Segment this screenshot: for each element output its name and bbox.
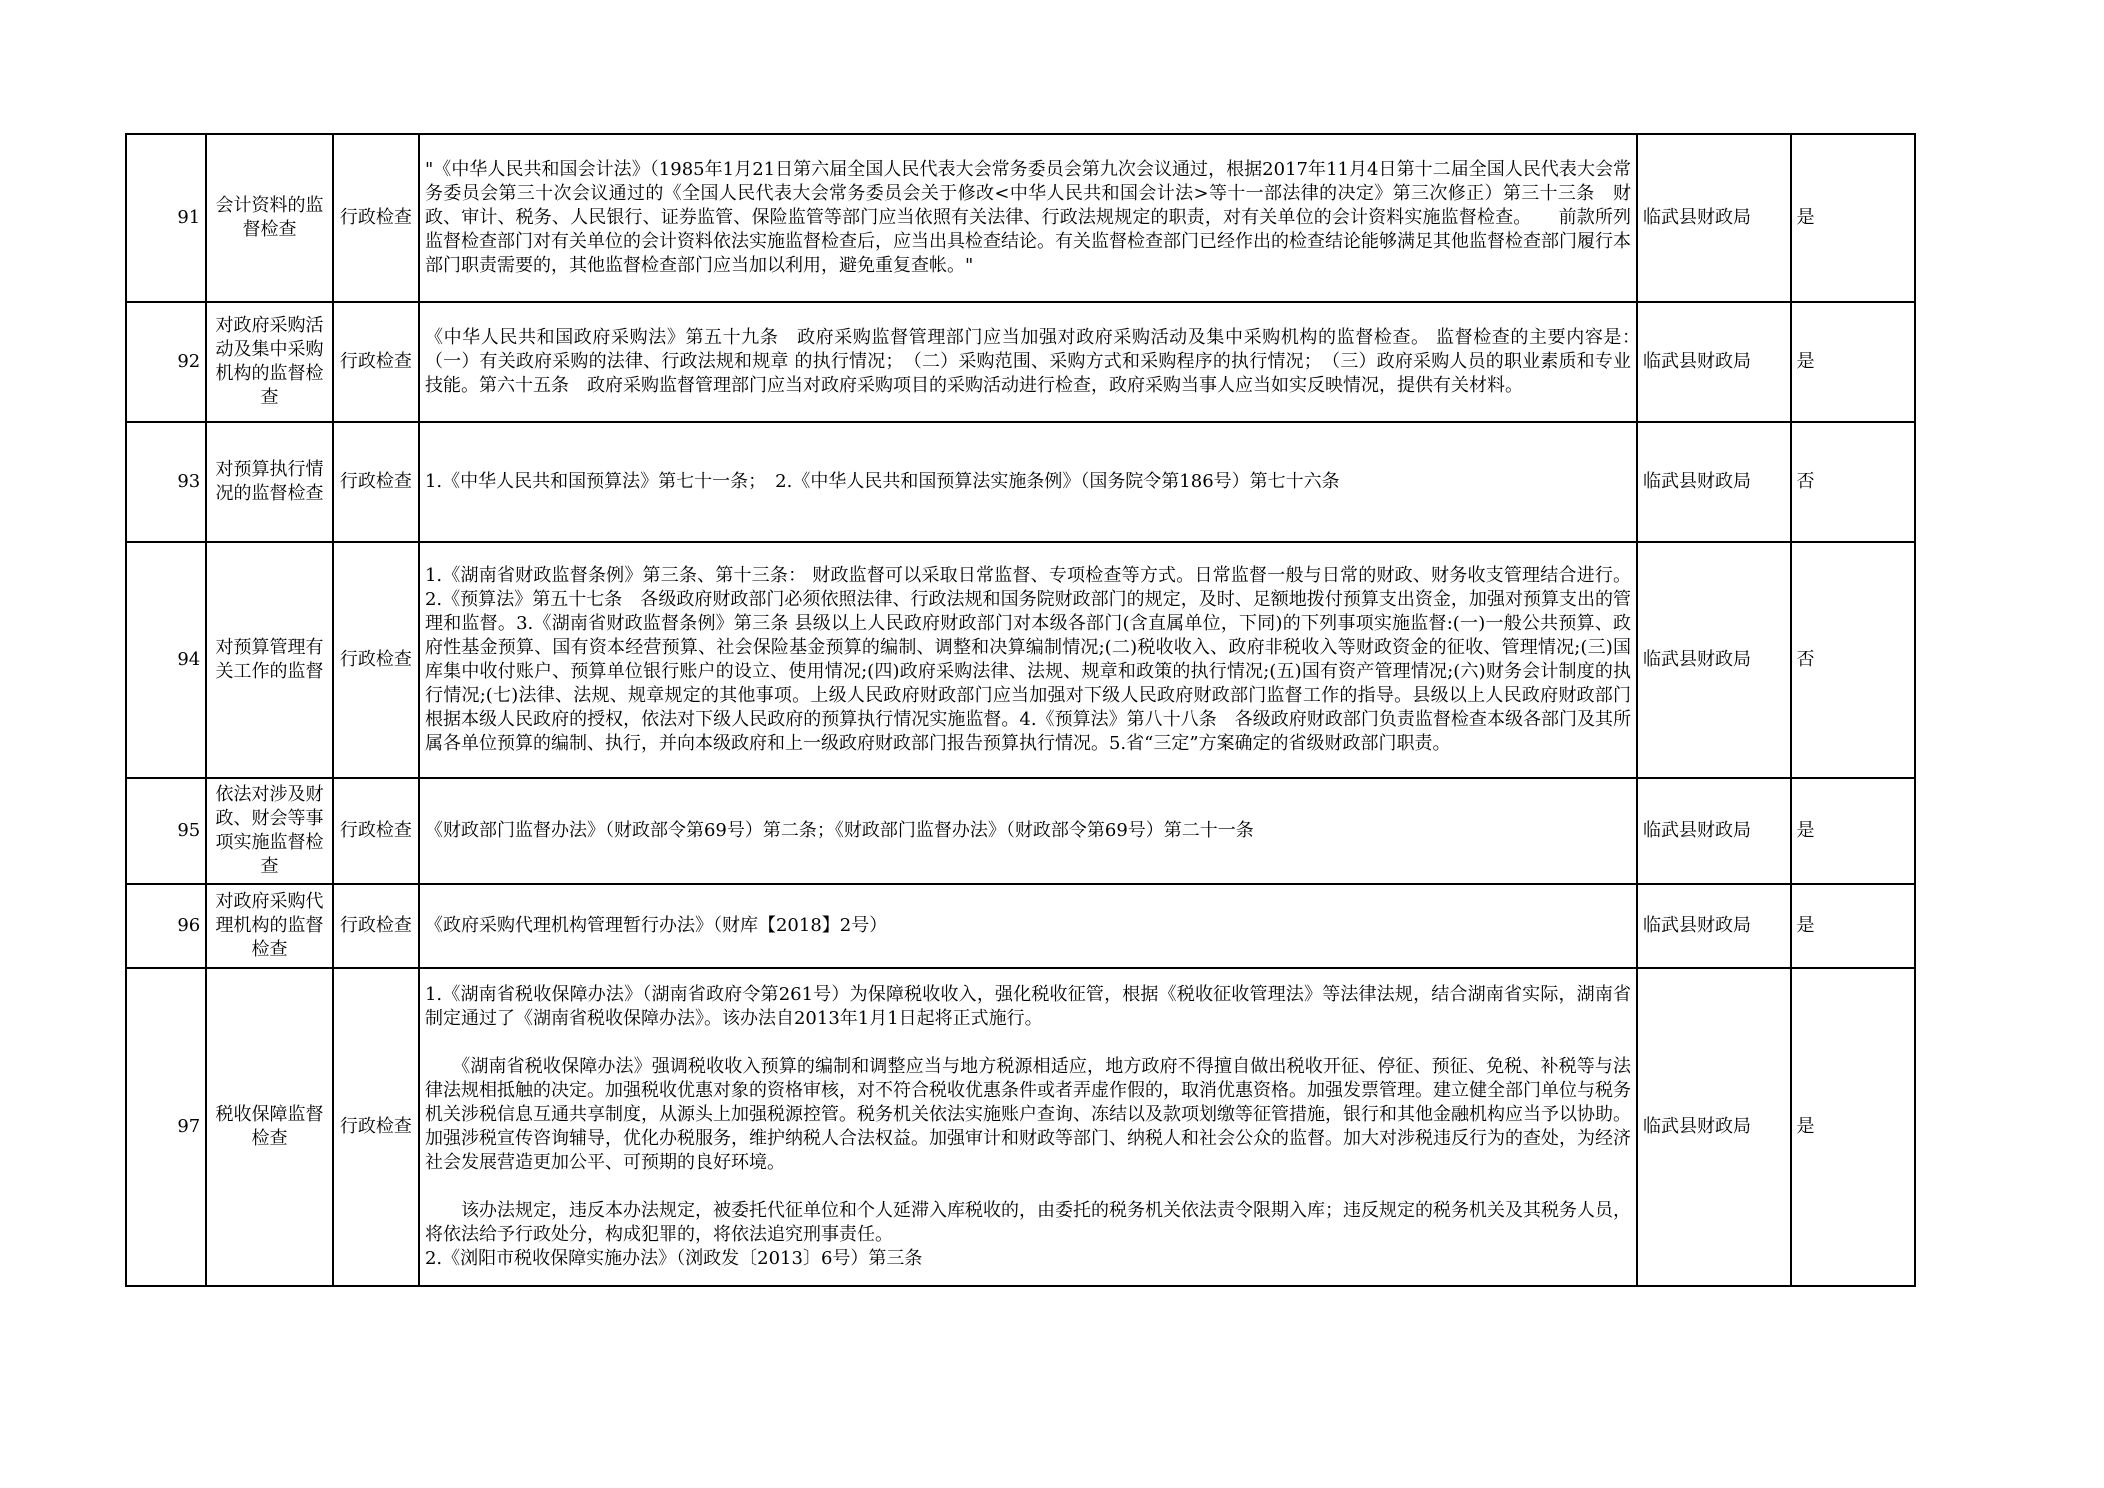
legal-basis-paragraph: 1.《湖南省税收保障办法》（湖南省政府令第261号）为保障税收收入，强化税收征管，根据《税收征收管理法》等法律法规，结合湖南省实际，湖南省制定通过了《湖南省税收保障办法》。该办法自2013年1月1日起将正式施行。 xyxy=(424,984,1632,1029)
flag: 是 xyxy=(1791,778,1915,884)
flag: 是 xyxy=(1791,134,1915,302)
row-number: 91 xyxy=(126,134,206,302)
item-type: 行政检查 xyxy=(333,884,419,968)
department: 临武县财政局 xyxy=(1637,302,1791,422)
legal-basis-paragraph: 1.《湖南省财政监督条例》第三条、第十三条： 财政监督可以采取日常监督、专项检查等方式。日常监督一般与日常的财政、财务收支管理结合进行。2.《预算法》第五十七条 各级政府财政部门必须依照法律、行政法规和国务院财政部门的规定，及时、足额地拨付预算支出资金，加强对预算支出的管理和监督。3.《湖南省财政监督条例》第三条 县级以上人民政府财政部门对本级各部门(含直属单位，下同)的下列事项实施监督:(一)一般公共预算、政府性基金预算、国有资本经营预算、社会保险基金预算的编制、调整和决算编制情况;(二)税收收入、政府非税收入等财政资金的征收、管理情况;(三)国库集中收付账户、预算单位银行账户的设立、使用情况;(四)政府采购法律、法规、规章和政策的执行情况;(五)国有资产管理情况;(六)财务会计制度的执行情况;(七)法律、法规、规章规定的其他事项。上级人民政府财政部门应当加强对下级人民政府财政部门监督工作的指导。县级以上人民政府财政部门根据本级人民政府的授权，依法对下级人民政府的预算执行情况实施监督。4.《预算法》第八十八条 各级政府财政部门负责监督检查本级各部门及其所属各单位预算的编制、执行，并向本级政府和上一级政府财政部门报告预算执行情况。5.省“三定”方案确定的省级财政部门职责。 xyxy=(424,565,1632,754)
department: 临武县财政局 xyxy=(1637,422,1791,542)
item-name: 会计资料的监督检查 xyxy=(206,134,332,302)
table-row xyxy=(126,968,1915,1286)
item-name: 对政府采购代理机构的监督检查 xyxy=(206,884,332,968)
item-type: 行政检查 xyxy=(333,778,419,884)
department: 临武县财政局 xyxy=(1637,968,1791,1286)
row-number: 95 xyxy=(126,778,206,884)
legal-basis-paragraph: 《湖南省税收保障办法》强调税收收入预算的编制和调整应当与地方税源相适应，地方政府不得擅自做出税收开征、停征、预征、免税、补税等与法律法规相抵触的决定。加强税收优惠对象的资格审核，对不符合税收优惠条件或者弄虚作假的，取消优惠资格。加强发票管理。建立健全部门单位与税务机关涉税信息互通共享制度，从源头上加强税源控管。税务机关依法实施账户查询、冻结以及款项划缴等征管措施，银行和其他金融机构应当予以协助。加强涉税宣传咨询辅导，优化办税服务，维护纳税人合法权益。加强审计和财政等部门、纳税人和社会公众的监督。加大对涉税违反行为的查处，为经济社会发展营造更加公平、可预期的良好环境。 xyxy=(424,1056,1632,1173)
flag: 是 xyxy=(1791,302,1915,422)
row-number: 92 xyxy=(126,302,206,422)
item-name: 对预算管理有关工作的监督 xyxy=(206,542,332,778)
legal-basis xyxy=(419,884,1637,968)
table-row xyxy=(126,884,1915,968)
legal-basis xyxy=(419,134,1637,302)
legal-basis xyxy=(419,302,1650,422)
item-type: 行政检查 xyxy=(333,422,419,542)
item-type: 行政检查 xyxy=(333,134,419,302)
flag: 是 xyxy=(1791,884,1915,968)
legal-basis-paragraph: 2.《浏阳市税收保障实施办法》（浏政发〔2013〕6号）第三条 xyxy=(424,1248,923,1269)
flag: 是 xyxy=(1791,968,1915,1286)
item-type: 行政检查 xyxy=(333,968,419,1286)
legal-basis-paragraph: 该办法规定，违反本办法规定，被委托代征单位和个人延滞入库税收的，由委托的税务机关依法责令限期入库；违反规定的税务机关及其税务人员，将依法给予行政处分，构成犯罪的，将依法追究刑事责任。 xyxy=(424,1200,1632,1245)
department: 临武县财政局 xyxy=(1637,542,1791,778)
legal-basis xyxy=(419,422,1637,542)
legal-basis-paragraph: 1.《中华人民共和国预算法》第七十一条； 2.《中华人民共和国预算法实施条例》（国务院令第186号）第七十六条 xyxy=(424,471,1340,492)
table-row xyxy=(126,778,1915,884)
item-name: 对政府采购活动及集中采购机构的监督检查 xyxy=(206,302,332,422)
legal-basis-paragraph: 《财政部门监督办法》（财政部令第69号）第二条；《财政部门监督办法》（财政部令第69号）第二十一条 xyxy=(424,820,1254,841)
legal-basis-paragraph: 《中华人民共和国政府采购法》第五十九条 政府采购监督管理部门应当加强对政府采购活动及集中采购机构的监督检查。 监督检查的主要内容是： （一）有关政府采购的法律、行政法规和规章 的执行情况； （二）采购范围、采购方式和采购程序的执行情况； （三）政府采购人员的职业素质和专业技能。第六十五条 政府采购监督管理部门应当对政府采购项目的采购活动进行检查，政府采购当事人应当如实反映情况，提供有关材料。 xyxy=(424,327,1650,396)
legal-basis xyxy=(419,968,1637,1286)
legal-basis xyxy=(419,542,1637,778)
table-row xyxy=(126,302,1915,422)
row-number: 93 xyxy=(126,422,206,542)
table-row xyxy=(126,134,1915,302)
flag: 否 xyxy=(1791,542,1915,778)
item-type: 行政检查 xyxy=(333,542,419,778)
department: 临武县财政局 xyxy=(1637,778,1791,884)
inspection-items-table xyxy=(125,133,1916,1287)
legal-basis xyxy=(419,778,1637,884)
item-type: 行政检查 xyxy=(333,302,419,422)
row-number: 96 xyxy=(126,884,206,968)
legal-basis-paragraph: "《中华人民共和国会计法》（1985年1月21日第六届全国人民代表大会常务委员会第九次会议通过，根据2017年11月4日第十二届全国人民代表大会常务委员会第三十次会议通过的《全国人民代表大会常务委员会关于修改<中华人民共和国会计法>等十一部法律的决定》第三次修正）第三十三条 财政、审计、税务、人民银行、证券监管、保险监管等部门应当依照有关法律、行政法规规定的职责，对有关单位的会计资料实施监督检查。 前款所列监督检查部门对有关单位的会计资料依法实施监督检查后，应当出具检查结论。有关监督检查部门已经作出的检查结论能够满足其他监督检查部门履行本部门职责需要的，其他监督检查部门应当加以利用，避免重复查帐。" xyxy=(424,159,1632,276)
legal-basis-paragraph: 《政府采购代理机构管理暂行办法》（财库【2018】2号） xyxy=(424,915,888,936)
department: 临武县财政局 xyxy=(1637,134,1791,302)
item-name: 税收保障监督检查 xyxy=(206,968,332,1286)
row-number: 97 xyxy=(126,968,206,1286)
item-name: 依法对涉及财政、财会等事项实施监督检查 xyxy=(206,778,332,884)
table-row xyxy=(126,422,1915,542)
table-row xyxy=(126,542,1915,778)
item-name: 对预算执行情况的监督检查 xyxy=(206,422,332,542)
row-number: 94 xyxy=(126,542,206,778)
flag: 否 xyxy=(1791,422,1915,542)
department: 临武县财政局 xyxy=(1637,884,1791,968)
